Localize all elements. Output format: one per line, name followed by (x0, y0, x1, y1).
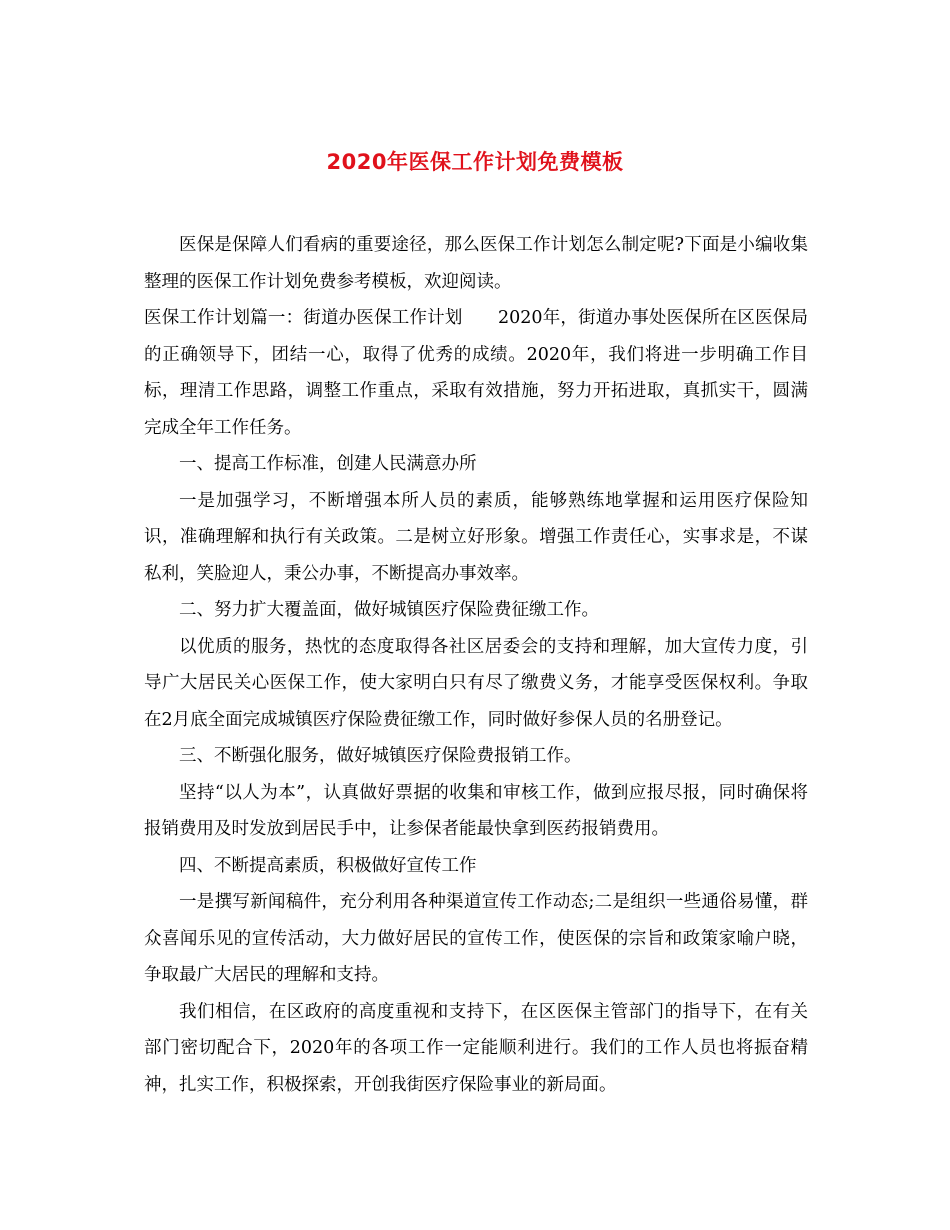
document-body (144, 227, 808, 1103)
section-body-4: 一是撰写新闻稿件，充分利用各种渠道宣传工作动态;二是组织一些通俗易懂，群众喜闻乐见的宣传活动，大力做好居民的宣传工作，使医保的宗旨和政策家喻户晓，争取最广大居民的理解和支持。 (144, 892, 808, 985)
section-heading-4: 四、不断提高素质，积极做好宣传工作 (179, 855, 477, 876)
section-heading-1: 一、提高工作标准，创建人民满意办所 (179, 454, 477, 474)
closing-paragraph: 我们相信，在区政府的高度重视和支持下，在区医保主管部门的指导下，在有关部门密切配合下，2020年的各项工作一定能顺利进行。我们的工作人员也将振奋精神，扎实工作，积极探索，开创我街医疗保险事业的新局面。 (144, 1001, 808, 1095)
section-body-3: 坚持“以人为本”，认真做好票据的收集和审核工作，做到应报尽报，同时确保将报销费用及时发放到居民手中，让参保者能最快拿到医药报销费用。 (144, 782, 808, 839)
plan-intro-paragraph: 医保工作计划篇一：街道办医保工作计划 2020年，街道办事处医保所在区医保局的正确领导下，团结一心，取得了优秀的成绩。2020年，我们将进一步明确工作目标，理清工作思路，调整工作重点，采取有效措施，努力开拓进取，真抓实干，圆满完成全年工作任务。 (144, 308, 808, 438)
document-title: 2020年医保工作计划免费模板 (326, 150, 624, 174)
section-heading-3: 三、不断强化服务，做好城镇医疗保险费报销工作。 (179, 746, 582, 766)
intro-paragraph: 医保是保障人们看病的重要途径，那么医保工作计划怎么制定呢?下面是小编收集整理的医保工作计划免费参考模板，欢迎阅读。 (144, 235, 808, 292)
section-body-2: 以优质的服务，热忱的态度取得各社区居委会的支持和理解，加大宣传力度，引导广大居民关心医保工作，使大家明白只有尽了缴费义务，才能享受医保权利。争取在2月底全面完成城镇医疗保险费征缴工作，同时做好参保人员的名册登记。 (144, 636, 808, 730)
section-heading-2: 二、努力扩大覆盖面，做好城镇医疗保险费征缴工作。 (179, 600, 599, 620)
section-body-1: 一是加强学习，不断增强本所人员的素质，能够熟练地掌握和运用医疗保险知识，准确理解和执行有关政策。二是树立好形象。增强工作责任心，实事求是，不谋私利，笑脸迎人，秉公办事，不断提高办事效率。 (144, 490, 808, 584)
